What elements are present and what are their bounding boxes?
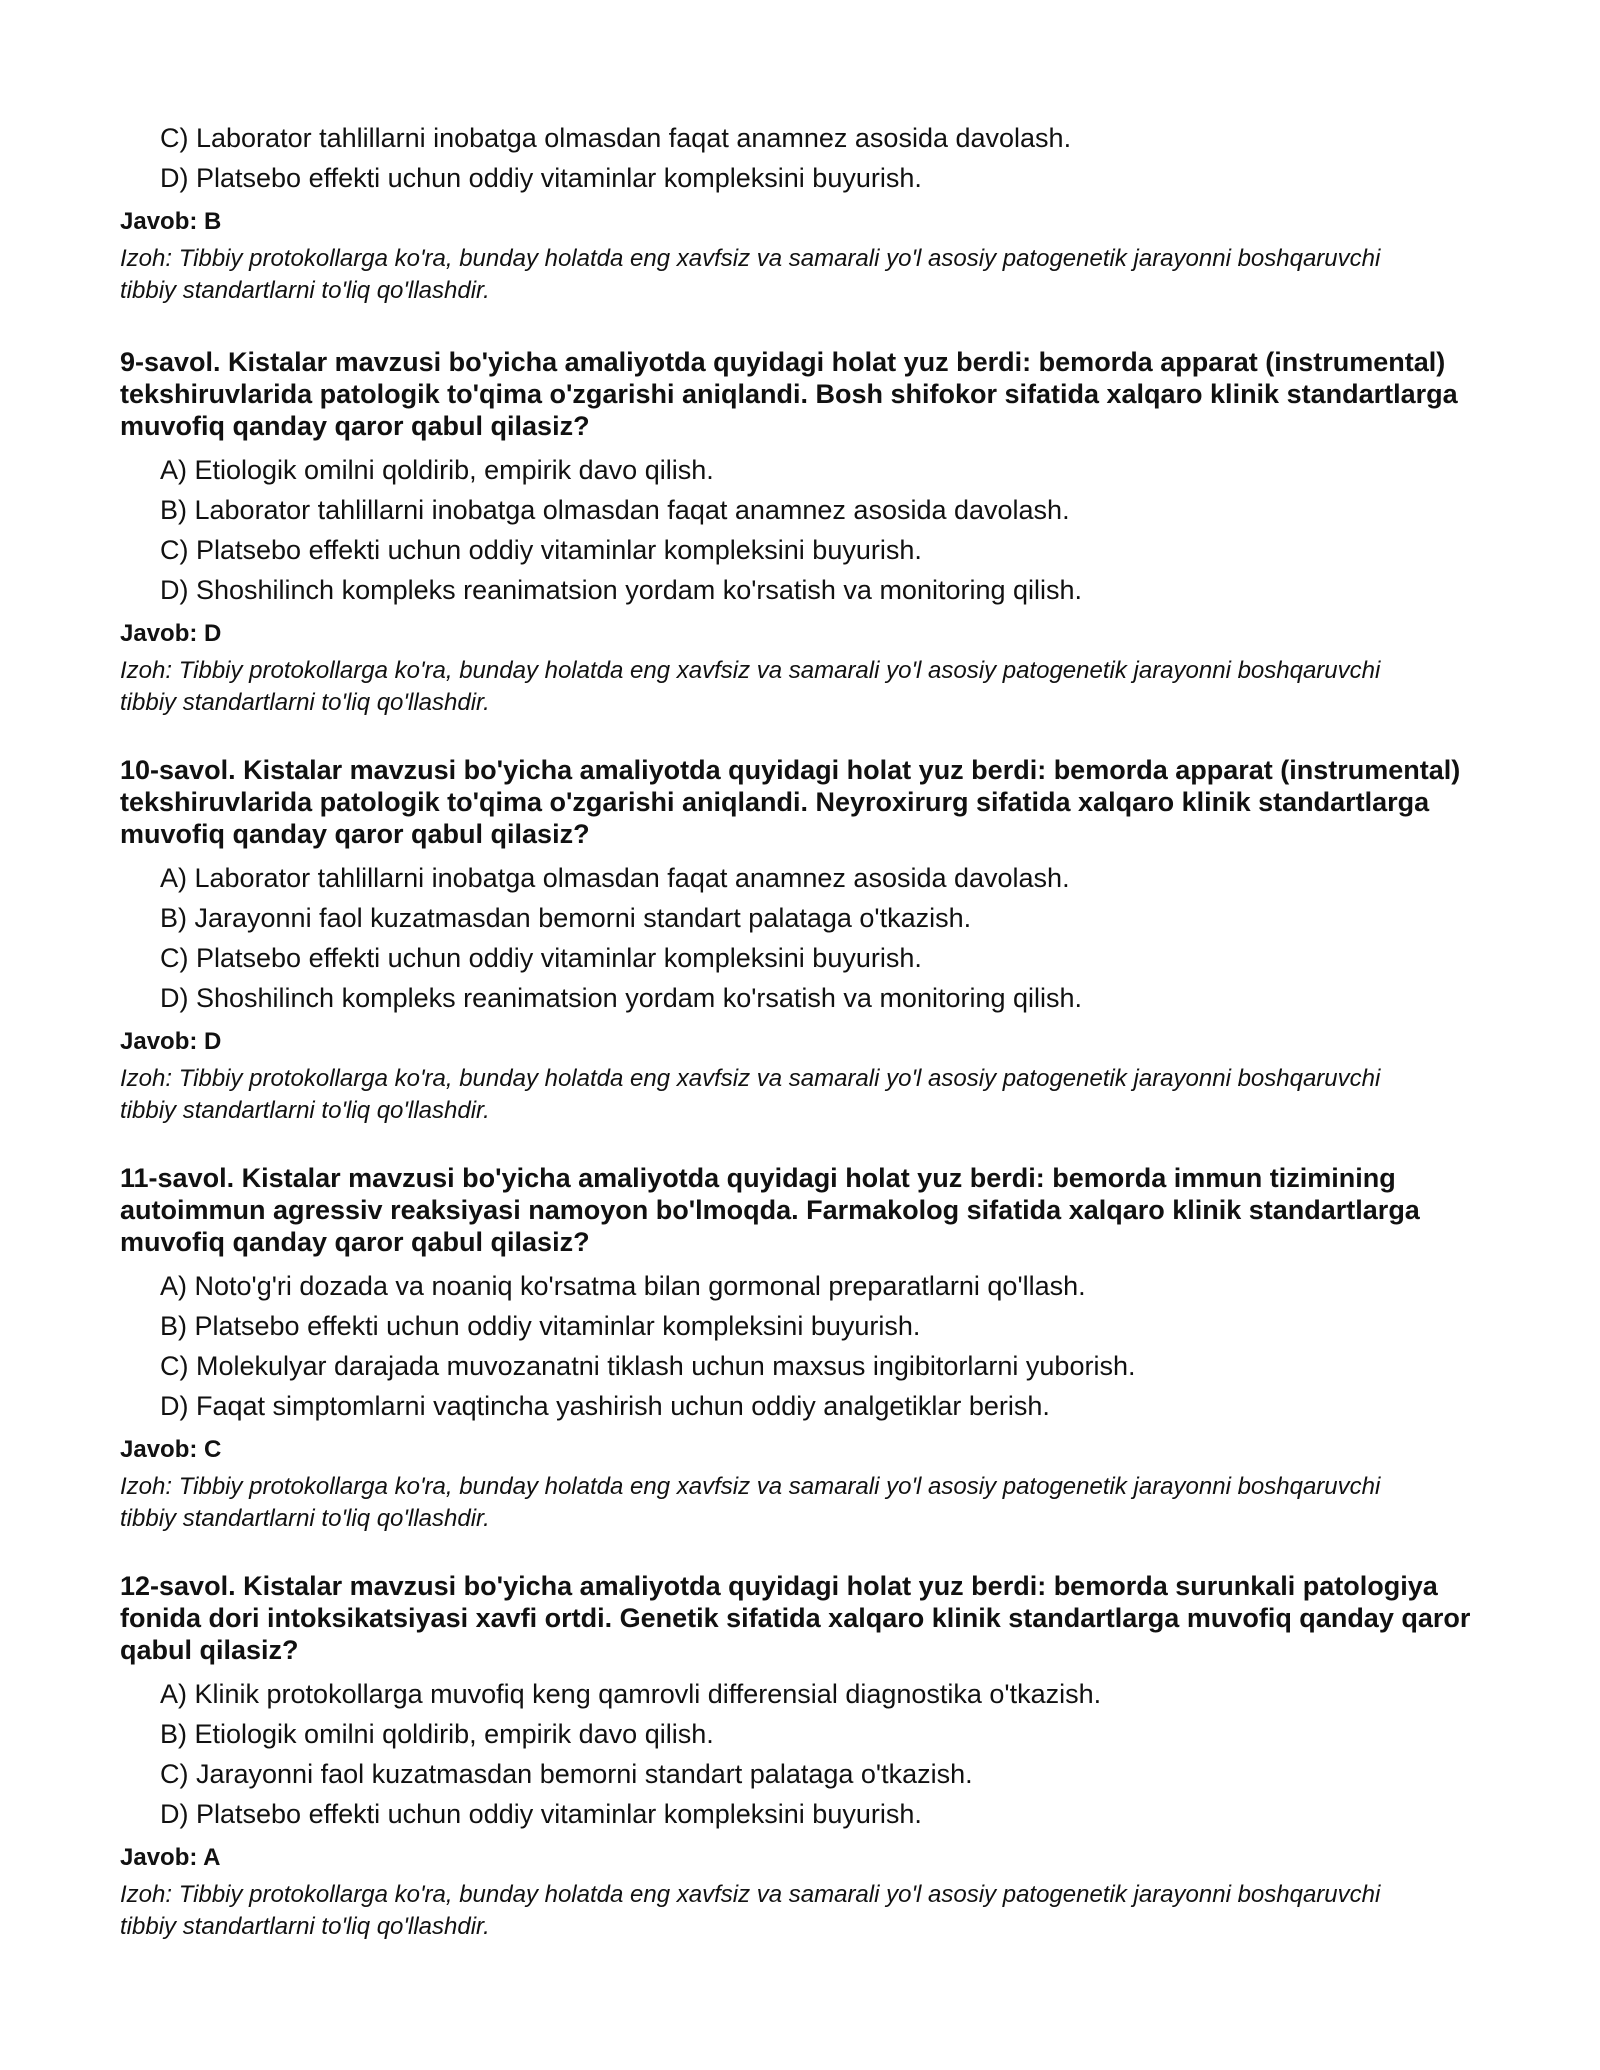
answer-label: Javob: C [120, 1436, 222, 1463]
answer-label: Javob: D [120, 620, 222, 647]
option-b: B) Platsebo effekti uchun oddiy vitaminlar kompleksini buyurish. [160, 1311, 921, 1341]
option-c: C) Platsebo effekti uchun oddiy vitaminlar kompleksini buyurish. [160, 535, 922, 565]
option-d: D) Faqat simptomlarni vaqtincha yashirish uchun oddiy analgetiklar berish. [160, 1391, 1050, 1421]
option-c: C) Molekulyar darajada muvozanatni tiklash uchun maxsus ingibitorlarni yuborish. [160, 1351, 1136, 1381]
question-10 [120, 754, 1500, 1127]
option-d: D) Platsebo effekti uchun oddiy vitaminlar kompleksini buyurish. [160, 1799, 922, 1829]
explanation-note: Izoh: Tibbiy protokollarga ko'ra, bunday holatda eng xavfsiz va samarali yo'l asosiy patogenetik jarayonni boshqaruvchi tibbiy standartlarni to'liq qo'llashdir. [120, 1881, 1381, 1940]
question-9 [120, 346, 1500, 719]
option-b: B) Etiologik omilni qoldirib, empirik davo qilish. [160, 1719, 714, 1749]
explanation-note: Izoh: Tibbiy protokollarga ko'ra, bunday holatda eng xavfsiz va samarali yo'l asosiy patogenetik jarayonni boshqaruvchi tibbiy standartlarni to'liq qo'llashdir. [120, 1473, 1381, 1532]
option-d: D) Shoshilinch kompleks reanimatsion yordam ko'rsatish va monitoring qilish. [160, 575, 1083, 605]
option-c: C) Jarayonni faol kuzatmasdan bemorni standart palataga o'tkazish. [160, 1759, 973, 1789]
option-a: A) Laborator tahlillarni inobatga olmasdan faqat anamnez asosida davolash. [160, 863, 1070, 893]
question-11 [120, 1162, 1500, 1535]
answer-label: Javob: A [120, 1844, 221, 1871]
question-text: 12-savol. Kistalar mavzusi bo'yicha amaliyotda quyidagi holat yuz berdi: bemorda surunkali patologiya fonida dori intoksikatsiyasi xavfi ortdi. Genetik sifatida xalqaro klinik standartlarga muvofiq qanday qaror qabul qilasiz? [120, 1571, 1471, 1665]
option-d: D) Shoshilinch kompleks reanimatsion yordam ko'rsatish va monitoring qilish. [160, 983, 1083, 1013]
question-text: 10-savol. Kistalar mavzusi bo'yicha amaliyotda quyidagi holat yuz berdi: bemorda apparat (instrumental) tekshiruvlarida patologik to'qima o'zgarishi aniqlandi. Neyroxirurg sifatida xalqaro klinik standartlarga muvofiq qanday qaror qabul qilasiz? [120, 755, 1461, 849]
question-text: 11-savol. Kistalar mavzusi bo'yicha amaliyotda quyidagi holat yuz berdi: bemorda immun tizimining autoimmun agressiv reaksiyasi namoyon bo'lmoqda. Farmakolog sifatida xalqaro klinik standartlarga muvofiq qanday qaror qabul qilasiz? [120, 1163, 1420, 1257]
answer-label: Javob: B [120, 208, 222, 235]
option-a: A) Klinik protokollarga muvofiq keng qamrovli differensial diagnostika o'tkazish. [160, 1679, 1102, 1709]
option-b: B) Laborator tahlillarni inobatga olmasdan faqat anamnez asosida davolash. [160, 495, 1070, 525]
question-12 [120, 1570, 1500, 1943]
answer-label: Javob: D [120, 1028, 222, 1055]
option-b: B) Jarayonni faol kuzatmasdan bemorni standart palataga o'tkazish. [160, 903, 972, 933]
question-8-continuation [120, 118, 1500, 307]
explanation-note: Izoh: Tibbiy protokollarga ko'ra, bunday holatda eng xavfsiz va samarali yo'l asosiy patogenetik jarayonni boshqaruvchi tibbiy standartlarni to'liq qo'llashdir. [120, 657, 1381, 716]
option-a: A) Etiologik omilni qoldirib, empirik davo qilish. [160, 455, 714, 485]
option-a: A) Noto'g'ri dozada va noaniq ko'rsatma bilan gormonal preparatlarni qo'llash. [160, 1271, 1086, 1301]
option-d: D) Platsebo effekti uchun oddiy vitaminlar kompleksini buyurish. [160, 163, 922, 193]
question-text: 9-savol. Kistalar mavzusi bo'yicha amaliyotda quyidagi holat yuz berdi: bemorda apparat (instrumental) tekshiruvlarida patologik to'qima o'zgarishi aniqlandi. Bosh shifokor sifatida xalqaro klinik standartlarga muvofiq qanday qaror qabul qilasiz? [120, 347, 1458, 441]
explanation-note: Izoh: Tibbiy protokollarga ko'ra, bunday holatda eng xavfsiz va samarali yo'l asosiy patogenetik jarayonni boshqaruvchi tibbiy standartlarni to'liq qo'llashdir. [120, 245, 1381, 304]
explanation-note: Izoh: Tibbiy protokollarga ko'ra, bunday holatda eng xavfsiz va samarali yo'l asosiy patogenetik jarayonni boshqaruvchi tibbiy standartlarni to'liq qo'llashdir. [120, 1065, 1381, 1124]
option-c: C) Platsebo effekti uchun oddiy vitaminlar kompleksini buyurish. [160, 943, 922, 973]
option-c: C) Laborator tahlillarni inobatga olmasdan faqat anamnez asosida davolash. [160, 123, 1072, 153]
